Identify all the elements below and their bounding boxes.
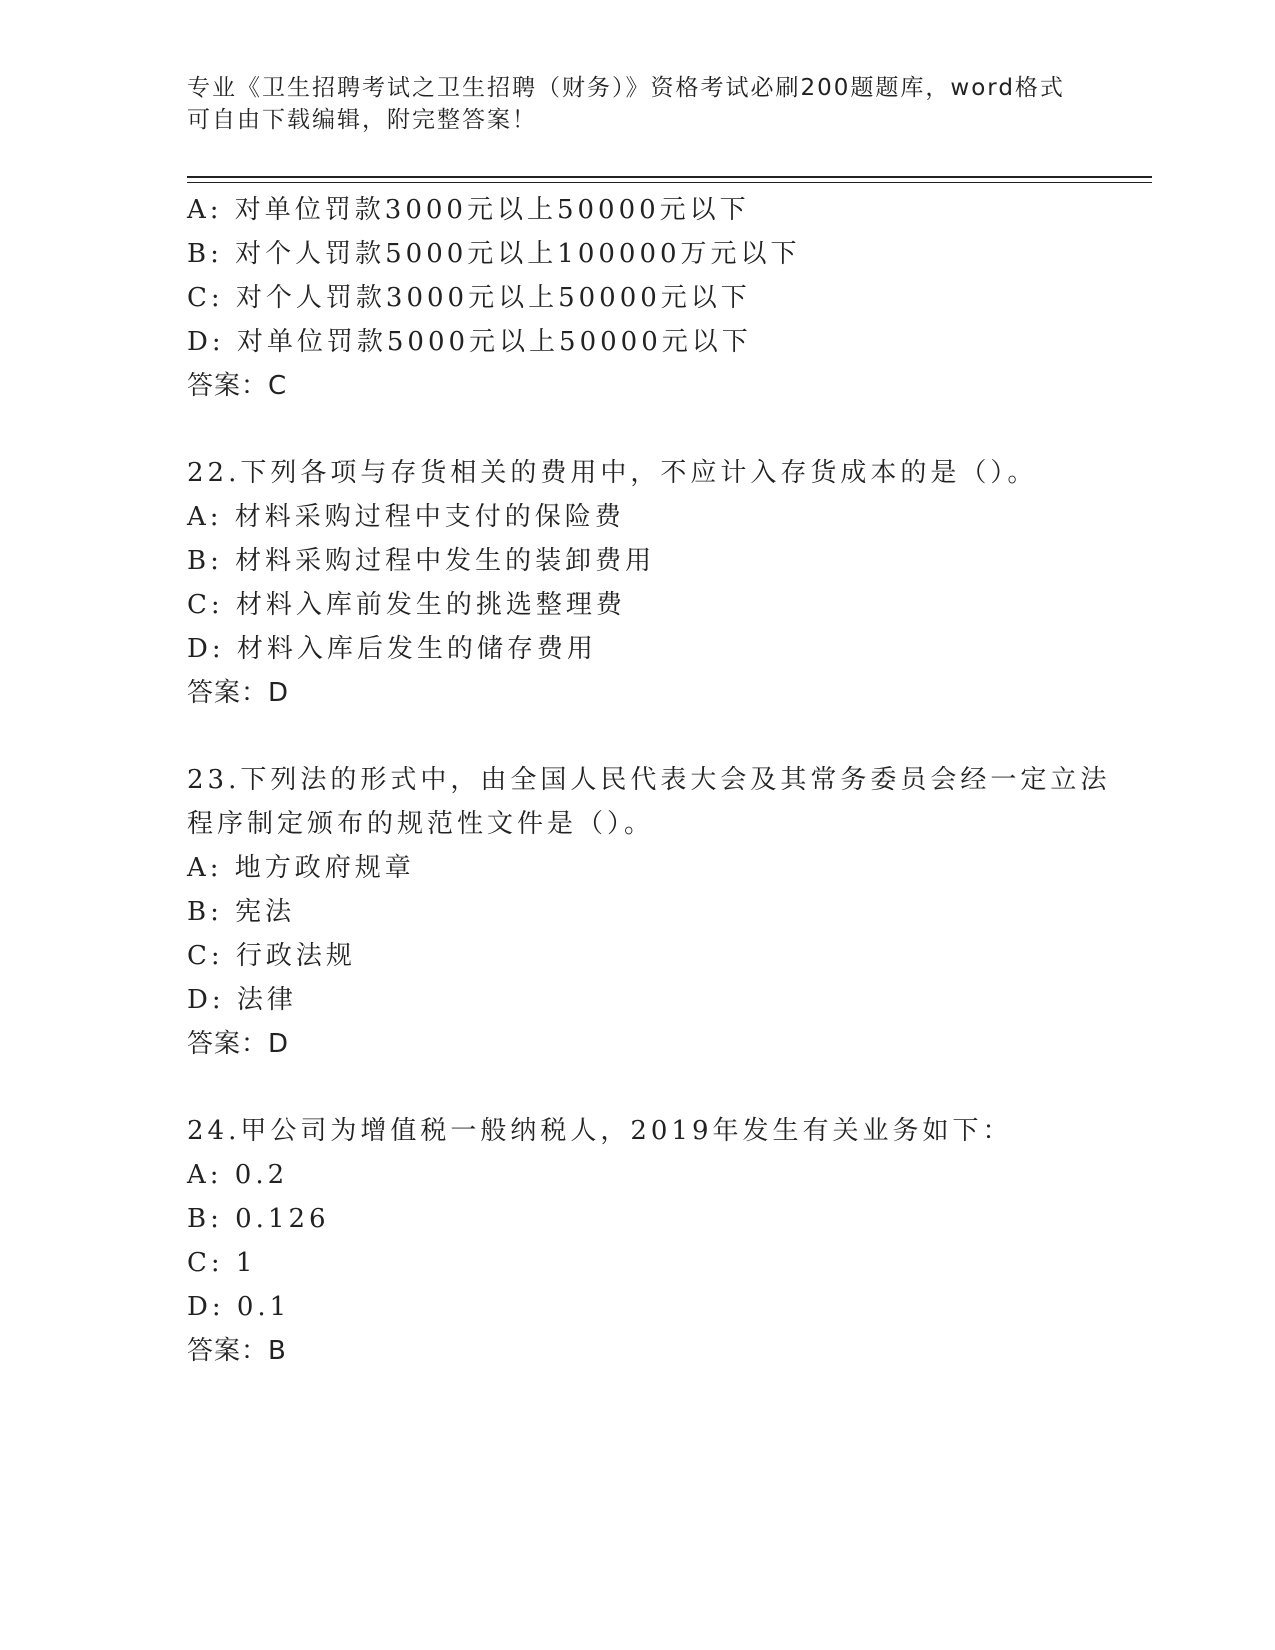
option-d: D: 0.1 xyxy=(187,1292,291,1322)
question-text: 23.下列法的形式中，由全国人民代表大会及其常务委员会经一定立法 xyxy=(187,765,1111,795)
header-line-1: 专业《卫生招聘考试之卫生招聘（财务）》资格考试必刷200题题库，word格式 xyxy=(187,75,1065,101)
option-a: A: 0.2 xyxy=(187,1160,289,1190)
option-b: B: 材料采购过程中发生的装卸费用 xyxy=(187,546,656,576)
option-d: D: 对单位罚款5000元以上50000元以下 xyxy=(187,327,752,357)
option-b: B: 宪法 xyxy=(187,897,296,927)
option-b: B: 对个人罚款5000元以上100000万元以下 xyxy=(187,239,801,269)
option-c: C: 对个人罚款3000元以上50000元以下 xyxy=(187,283,751,313)
document-header xyxy=(187,72,1087,136)
question-text-continued: 程序制定颁布的规范性文件是（）。 xyxy=(187,809,655,839)
question-text: 22.下列各项与存货相关的费用中，不应计入存货成本的是（）。 xyxy=(187,458,1038,488)
option-c: C: 行政法规 xyxy=(187,941,356,971)
option-a: A: 材料采购过程中支付的保险费 xyxy=(187,502,625,532)
header-line-2: 可自由下载编辑，附完整答案！ xyxy=(187,107,537,133)
answer: 答案：D xyxy=(187,1029,290,1059)
header-divider-thick xyxy=(187,176,1152,178)
answer: 答案：C xyxy=(187,371,288,401)
header-divider-thin xyxy=(187,182,1152,183)
option-d: D: 法律 xyxy=(187,985,297,1015)
answer: 答案：B xyxy=(187,1336,287,1366)
option-a: A: 对单位罚款3000元以上50000元以下 xyxy=(187,195,750,225)
option-b: B: 0.126 xyxy=(187,1204,330,1234)
option-c: C: 1 xyxy=(187,1248,257,1278)
question-text: 24.甲公司为增值税一般纳税人，2019年发生有关业务如下： xyxy=(187,1116,1013,1146)
option-c: C: 材料入库前发生的挑选整理费 xyxy=(187,590,626,620)
option-d: D: 材料入库后发生的储存费用 xyxy=(187,634,597,664)
answer: 答案：D xyxy=(187,678,290,708)
option-a: A: 地方政府规章 xyxy=(187,853,415,883)
